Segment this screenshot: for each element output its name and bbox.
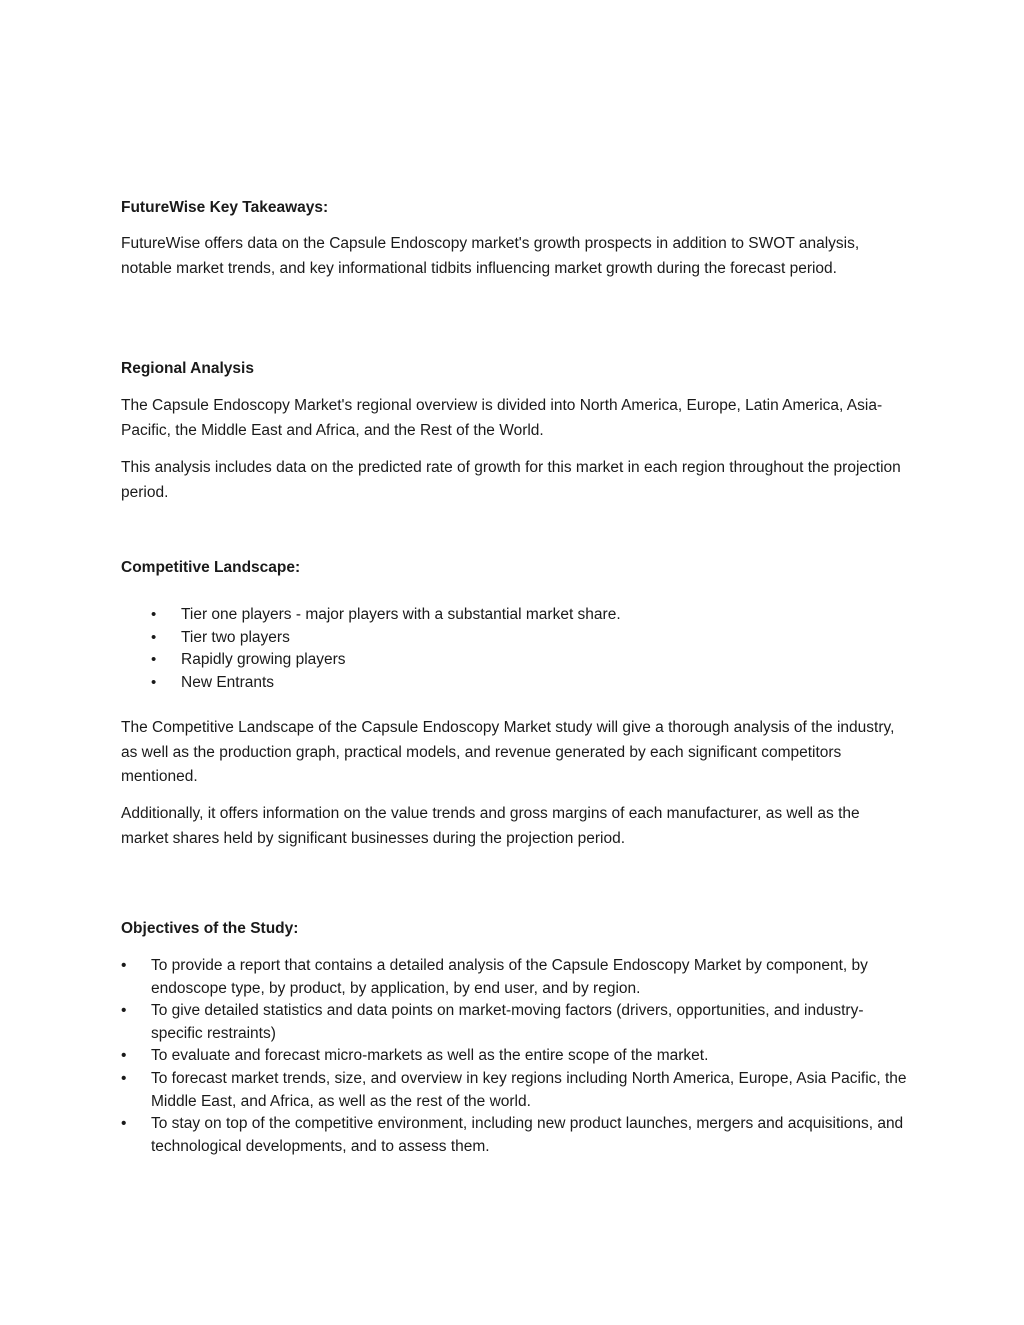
regional-heading: Regional Analysis — [121, 360, 254, 377]
bullet-icon: • — [121, 1002, 127, 1020]
competitive-paragraph-2: Additionally, it offers information on the value trends and gross margins of each manufacturer, as well as the market shares held by significant businesses during the projection period. — [121, 805, 860, 847]
list-item — [121, 1000, 911, 1045]
competitive-p1-block — [121, 716, 911, 790]
bullet-icon: • — [151, 628, 157, 646]
list-item — [121, 1068, 911, 1113]
bullet-icon: • — [151, 606, 157, 623]
competitive-paragraph-1: The Competitive Landscape of the Capsule Endoscopy Market study will give a thorough analysis of the industry, as well as the production graph, practical models, and revenue generated by each significant competitors mentioned. — [121, 719, 895, 785]
competitive-heading: Competitive Landscape: — [121, 559, 301, 576]
takeaways-paragraph: FutureWise offers data on the Capsule Endoscopy market's growth prospects in addition to SWOT analysis, notable market trends, and key informational tidbits influencing market growth during the forecast period. — [121, 235, 860, 277]
competitive-section — [121, 558, 911, 578]
list-item-text: To provide a report that contains a detailed analysis of the Capsule Endoscopy Market by component, by endoscope type, by product, by application, by end user, and by region. — [151, 957, 868, 997]
competitive-list — [121, 604, 911, 694]
objectives-section — [121, 919, 911, 939]
list-item-text: Rapidly growing players — [181, 651, 346, 669]
regional-section — [121, 359, 911, 379]
objectives-heading: Objectives of the Study: — [121, 920, 299, 937]
objectives-list-block — [121, 955, 911, 1158]
list-item-text: To stay on top of the competitive environment, including new product launches, mergers and acquisitions, and technological developments, and to assess them. — [151, 1115, 904, 1155]
regional-paragraph-2: This analysis includes data on the predicted rate of growth for this market in each region throughout the projection period. — [121, 459, 901, 501]
list-item — [121, 672, 911, 695]
bullet-icon: • — [151, 673, 157, 691]
list-item-text: New Entrants — [181, 673, 275, 691]
list-item — [121, 649, 911, 672]
list-item — [121, 955, 911, 1000]
competitive-list-block — [121, 604, 911, 694]
regional-p2-block — [121, 456, 911, 505]
list-item — [121, 627, 911, 650]
takeaways-body-block — [121, 232, 911, 281]
list-item — [121, 1045, 911, 1068]
list-item-text: Tier two players — [181, 628, 290, 646]
list-item-text: To evaluate and forecast micro-markets as well as the entire scope of the market. — [151, 1047, 709, 1065]
list-item-text: To give detailed statistics and data points on market-moving factors (drivers, opportunities, and industry-specific restraints) — [151, 1002, 864, 1042]
bullet-icon: • — [151, 651, 157, 669]
regional-paragraph-1: The Capsule Endoscopy Market's regional overview is divided into North America, Europe, Latin America, Asia-Pacific, the Middle East and Africa, and the Rest of the World. — [121, 397, 883, 439]
list-item-text: Tier one players - major players with a substantial market share. — [181, 606, 621, 623]
bullet-icon: • — [121, 1115, 127, 1133]
list-item-text: To forecast market trends, size, and overview in key regions including North America, Europe, Asia Pacific, the Middle East, and Africa, as well as the rest of the world. — [151, 1069, 907, 1110]
takeaways-heading: FutureWise Key Takeaways: — [121, 199, 329, 216]
list-item — [121, 1113, 911, 1158]
bullet-icon: • — [121, 957, 127, 974]
bullet-icon: • — [121, 1047, 127, 1065]
competitive-p2-block — [121, 802, 911, 851]
bullet-icon: • — [121, 1069, 127, 1087]
objectives-list — [121, 955, 911, 1158]
takeaways-section — [121, 198, 911, 218]
regional-p1-block — [121, 394, 911, 443]
list-item — [121, 604, 911, 627]
